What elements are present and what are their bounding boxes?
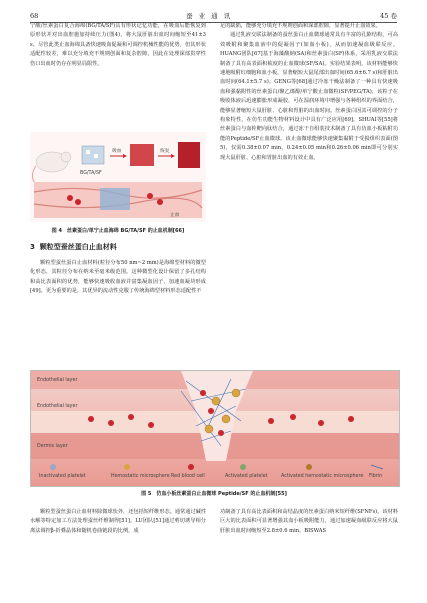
left-column-bottom	[30, 508, 206, 536]
fig4-label-recover: 恢复	[160, 149, 170, 154]
fig4-label-material: BG/TA/SF	[80, 171, 102, 176]
figure-5	[30, 370, 400, 487]
paragraph: 通过乳液交联法制备的蚕丝蛋白止血微球通常具有丰富的孔隙结构，可高效吸附和聚集血液中的促凝因子(如血小板)，从而加速凝血级联反应。HUANG团队[67]基于海藻酸钠(SA)和丝素蛋白(SF)体系，采用乳液交联法制备了具有高表面积梳度的止血微球(SF/SA)。实验结果表明，该材料能够快速地吸附红细胞和血小板，显著缩短大鼠尾部出血时间(65.6±6.7 s)和肝脏出血时间(64.1±5.7 s)。GENG等[68]通过冷冻干燥法制备了一种具有快速吸血和强黏附性的丝素蛋白/聚乙烯醇/单宁酸止血微粒(SF/PEG/TA)，该粒子在吸收体液后迅速膨胀形成凝胶，可在湿润环境中增强与各种组织的界面结合，能够显著缩短大鼠肝脏、心脏和胃脏的出血时间。丝素蛋白因其可调控的分子构象特性，在仿生功能生物材料设计中具有广泛应用[69]。SHUAI等[55]将丝素蛋白与血栓靶向肽结合，通过冻干自组装技术制备了具有仿血小板粘附功能的Peptide/SF止血微球。该止血微球能够快速聚集黏附于受损组织表面(图5)，仅需0.38±0.07 min、0.24±0.05 min和0.26±0.06 min即可分别实现大鼠肝脏、心脏和胃脏出血的有效止血。	[220, 32, 398, 161]
figure-4-caption: 图 4 丝素蛋白/单宁止血海绵 BG/TA/SF 的止血机制[66]	[51, 228, 185, 234]
fig5-layer-dermis: Dermis layer	[37, 444, 68, 449]
fig4-label-absorb: 吸血	[112, 149, 122, 154]
page-number: 68	[30, 12, 39, 20]
legend-inactivated-platelet: Inactivated platelet	[39, 474, 86, 479]
section-heading	[30, 242, 117, 252]
legend-activated-platelet: Activated platelet	[225, 474, 268, 479]
right-column-top	[220, 22, 398, 163]
paragraph: 足的缺陷，能够充分填充不规则创面和深部腔隙，显著提升止血效果。	[220, 23, 381, 29]
fig4-label-hemostasis: 止血	[170, 213, 180, 218]
fig5-layer-endothelial-2: Endothelial layer	[37, 404, 78, 409]
legend-red-blood-cell: Red blood cell	[171, 474, 205, 479]
section-number: 3	[30, 243, 35, 251]
journal-title: 蚕 业 通 讯	[186, 12, 233, 20]
legend-hemostatic-microsphere: Hemostatic microsphere	[111, 474, 170, 479]
left-column-mid	[30, 259, 206, 297]
left-column-top	[30, 22, 206, 69]
figure-5-caption: 图 5 仿血小板丝素蛋白止血微球 Peptide/SF 的止血机制[55]	[141, 491, 287, 497]
legend-activated-microsphere: Activated hemostatic microsphere	[281, 474, 364, 479]
paragraph: 宁酸/丝素蛋白复合海绵(BG/TA/SF)具有形状记忆功能，在吸血后能恢复到原形状并对出血腔施加持续压力(图4)，将大鼠肝脏出血时间缩短至41±3 s。尽管此类止血海绵具备快速吸血促凝和可调控机械性能的优势，但其形状适配性较差，难以充分填充不规则创面和复杂腔隙，因此在处理深部贯穿性伤口出血时仍存在明显局限性。	[30, 23, 206, 67]
paragraph: 功制备了具有高比表面积和高结晶度的丝素蛋白纳米短纤维(SFNFs)。该材料巨大的比表面积可显著增强其血小板吸附能力，通过加速凝血级联反应将大鼠肝脏出血时间缩短至2.8±0.6 min。BISWAS	[220, 509, 398, 534]
sponge-illustration	[82, 146, 104, 164]
figure-4	[30, 132, 206, 222]
running-header	[30, 8, 397, 23]
volume-label: 45 卷	[380, 12, 397, 20]
legend-fibrin: Fibrin	[369, 474, 383, 479]
right-column-bottom	[220, 508, 398, 536]
fig5-layer-endothelial-1: Endothelial layer	[37, 378, 78, 383]
section-title: 颗粒型蚕丝蛋白止血材料	[39, 243, 117, 251]
paragraph: 颗粒型蚕丝蛋白止血材料除微球状外，还包括短纤维形态。通常通过碱性水解等特定加工方法处理蚕丝纤维制得[51]。LU团队[51]通过剪切诱导相分离法调控β-折叠晶体和随机卷曲链段的比例，成	[30, 509, 207, 534]
paragraph: 颗粒型蚕丝蛋白止血材料(粒径分布50 nm~2 mm)是海绵型材料的微型化形态，其粒径分布在纳米至毫米级范围。这种微型化设计保留了多孔结构和高比表面积的优势，能够快速吸收血液并富集凝血因子，加速血凝块形成[49]。更为重要的是，其优异的流动性克服了传统海绵型材料形态适配性不	[30, 260, 206, 295]
